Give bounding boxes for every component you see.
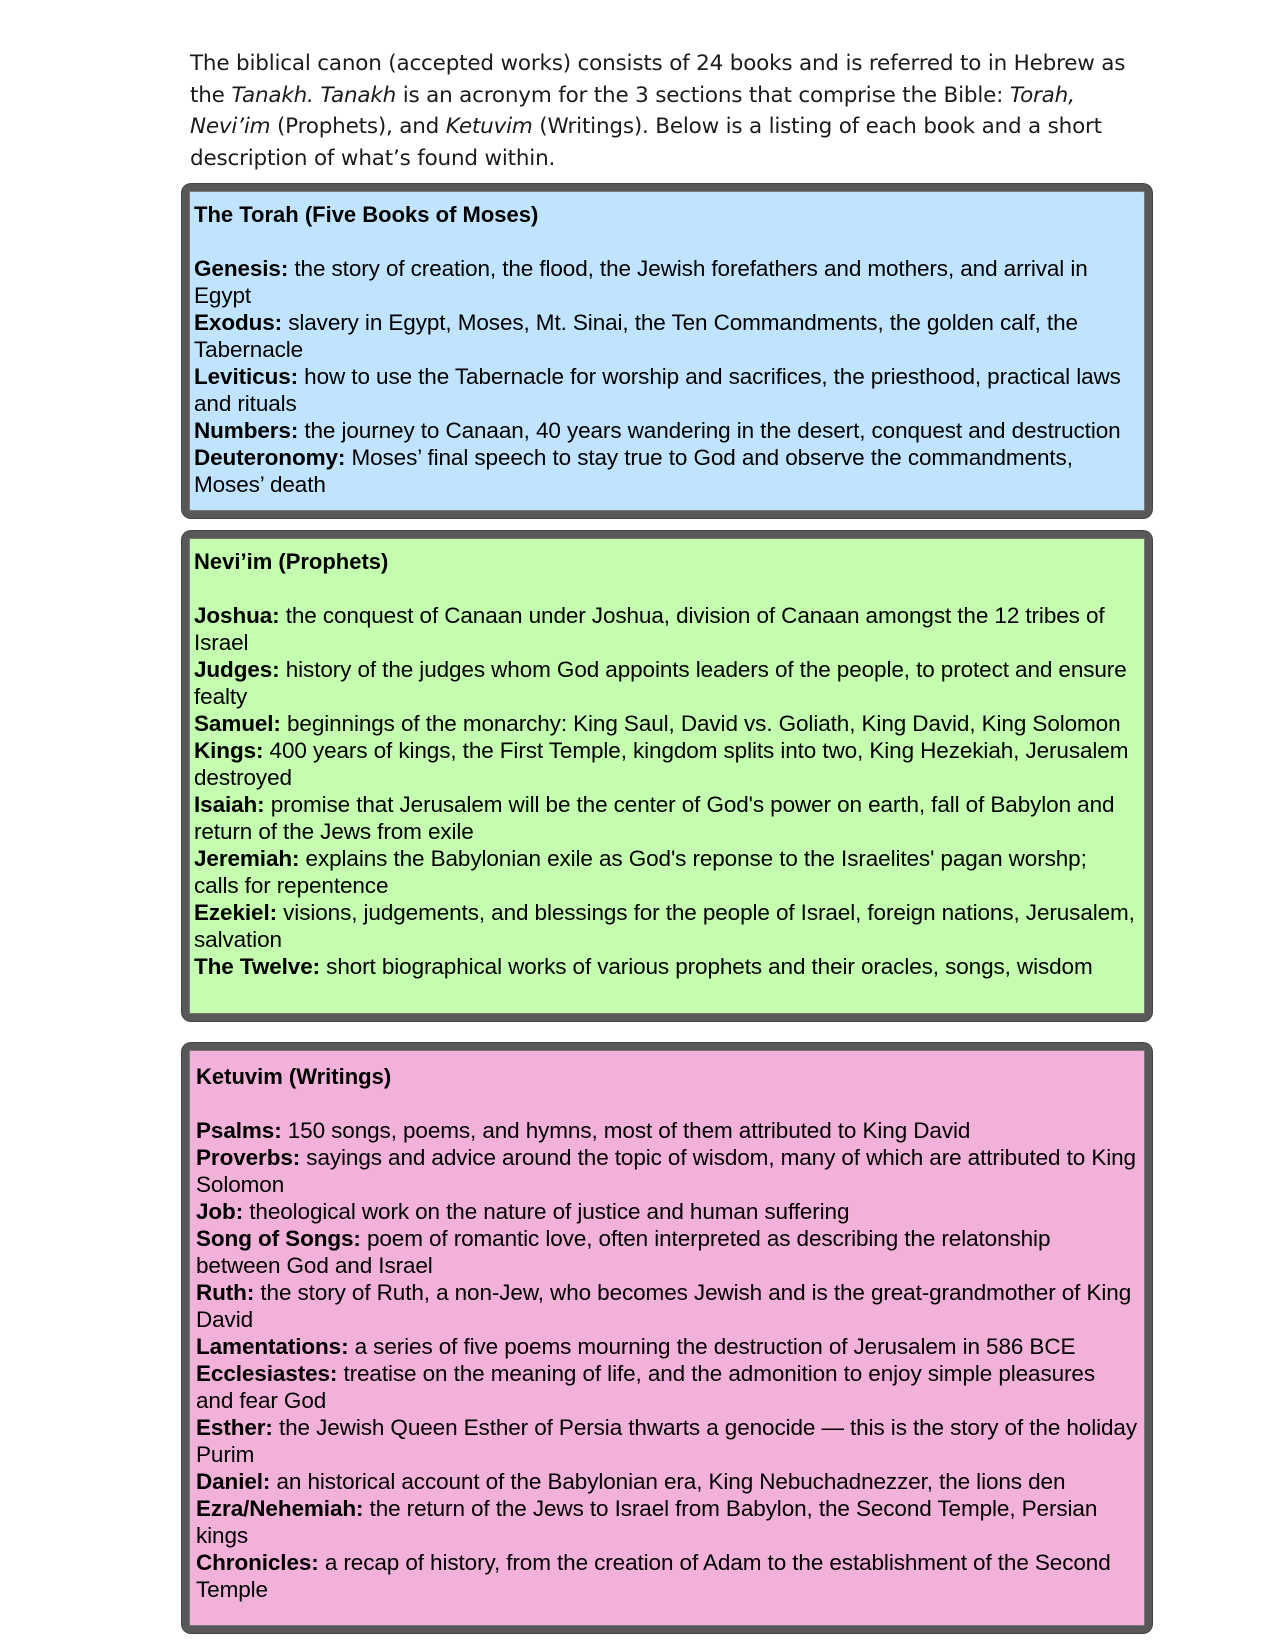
book-name: Psalms: — [196, 1118, 282, 1143]
book-name: Esther: — [196, 1415, 273, 1440]
book-name: Lamentations: — [196, 1334, 349, 1359]
book-description: treatise on the meaning of life, and the admonition to enjoy simple pleasures and fear God — [196, 1361, 1095, 1413]
section-title: The Torah (Five Books of Moses) — [194, 202, 539, 227]
book-entry — [196, 1198, 1137, 1225]
entry-list — [196, 1117, 1137, 1603]
book-entry — [194, 899, 1137, 953]
book-description: promise that Jerusalem will be the center of God's power on earth, fall of Babylon and return of the Jews from exile — [194, 792, 1115, 844]
book-name: Ezra/Nehemiah: — [196, 1496, 364, 1521]
intro-text-1: The biblical canon (accepted works) consists of 24 books and is referred to in Hebrew as the — [190, 51, 1126, 108]
book-name: Genesis: — [194, 256, 289, 281]
book-entry — [196, 1333, 1137, 1360]
book-name: Judges: — [194, 657, 280, 682]
book-name: Ezekiel: — [194, 900, 277, 925]
book-entry — [194, 602, 1137, 656]
book-description: a recap of history, from the creation of Adam to the establishment of the Second Temple — [196, 1550, 1111, 1602]
book-entry — [194, 737, 1137, 791]
book-description: poem of romantic love, often interpreted as describing the relatonship between God and Israel — [196, 1226, 1051, 1278]
book-entry — [194, 444, 1137, 498]
entry-list — [194, 602, 1137, 980]
book-name: The Twelve: — [194, 954, 321, 979]
book-name: Ruth: — [196, 1280, 255, 1305]
book-entry — [196, 1495, 1137, 1549]
book-entry — [196, 1117, 1137, 1144]
book-name: Ecclesiastes: — [196, 1361, 338, 1386]
book-name: Chronicles: — [196, 1550, 319, 1575]
book-entry — [196, 1360, 1137, 1414]
book-description: visions, judgements, and blessings for the people of Israel, foreign nations, Jerusalem, salvation — [194, 900, 1135, 952]
book-description: sayings and advice around the topic of wisdom, many of which are attributed to King Solomon — [196, 1145, 1136, 1197]
book-entry — [196, 1414, 1137, 1468]
book-name: Leviticus: — [194, 364, 299, 389]
book-description: theological work on the nature of justice and human suffering — [243, 1199, 850, 1224]
book-name: Numbers: — [194, 418, 299, 443]
intro-ketuvim: Ketuvim — [445, 114, 533, 139]
book-name: Song of Songs: — [196, 1226, 361, 1251]
book-description: the return of the Jews to Israel from Babylon, the Second Temple, Persian kings — [196, 1496, 1098, 1548]
intro-text-5: (Writings). Below is a listing of each book and a short description of what’s found within. — [190, 114, 1102, 171]
book-name: Joshua: — [194, 603, 280, 628]
book-description: the journey to Canaan, 40 years wandering in the desert, conquest and destruction — [298, 418, 1121, 443]
book-entry — [194, 255, 1137, 309]
book-description: the story of creation, the flood, the Jewish forefathers and mothers, and arrival in Egypt — [194, 256, 1088, 308]
book-description: Moses’ final speech to stay true to God and observe the commandments, Moses’ death — [194, 445, 1073, 497]
book-description: the Jewish Queen Esther of Persia thwarts a genocide — this is the story of the holiday Purim — [196, 1415, 1137, 1467]
book-name: Daniel: — [196, 1469, 271, 1494]
book-entry — [196, 1225, 1137, 1279]
book-description: 150 songs, poems, and hymns, most of them attributed to King David — [281, 1118, 971, 1143]
book-name: Deuteronomy: — [194, 445, 346, 470]
book-description: history of the judges whom God appoints leaders of the people, to protect and ensure fealty — [194, 657, 1127, 709]
book-entry — [194, 656, 1137, 710]
book-entry — [194, 363, 1137, 417]
book-entry — [194, 417, 1137, 444]
book-entry — [196, 1549, 1137, 1603]
book-name: Job: — [196, 1199, 244, 1224]
book-description: a series of five poems mourning the destruction of Jerusalem in 586 BCE — [348, 1334, 1076, 1359]
book-name: Exodus: — [194, 310, 283, 335]
book-name: Jeremiah: — [194, 846, 300, 871]
section-title: Nevi’im (Prophets) — [194, 549, 389, 574]
book-entry — [196, 1279, 1137, 1333]
section-title: Ketuvim (Writings) — [196, 1064, 392, 1089]
intro-torah-neviim: Torah, Nevi’im — [190, 82, 1075, 139]
book-description: explains the Babylonian exile as God's reponse to the Israelites' pagan worshp; calls for repentence — [194, 846, 1087, 898]
book-entry — [194, 953, 1137, 980]
book-description: an historical account of the Babylonian era, King Nebuchadnezzer, the lions den — [270, 1469, 1066, 1494]
book-description: the story of Ruth, a non-Jew, who becomes Jewish and is the great-grandmother of King David — [196, 1280, 1132, 1332]
book-entry — [194, 309, 1137, 363]
entry-list — [194, 255, 1137, 498]
book-description: slavery in Egypt, Moses, Mt. Sinai, the Ten Commandments, the golden calf, the Tabernacle — [194, 310, 1078, 362]
ketuvim-section — [182, 1043, 1152, 1633]
book-name: Proverbs: — [196, 1145, 301, 1170]
book-entry — [196, 1144, 1137, 1198]
book-description: 400 years of kings, the First Temple, kingdom splits into two, King Hezekiah, Jerusalem destroyed — [194, 738, 1129, 790]
book-entry — [194, 710, 1137, 737]
intro-text-3: is an acronym for the 3 sections that comprise the Bible: — [396, 82, 1010, 108]
intro-paragraph — [190, 48, 1150, 174]
book-name: Kings: — [194, 738, 264, 763]
book-entry — [194, 791, 1137, 845]
book-description: how to use the Tabernacle for worship and sacrifices, the priesthood, practical laws and rituals — [194, 364, 1121, 416]
neviim-section — [182, 531, 1152, 1021]
book-entry — [196, 1468, 1137, 1495]
book-description: the conquest of Canaan under Joshua, division of Canaan amongst the 12 tribes of Israel — [194, 603, 1105, 655]
torah-section — [182, 184, 1152, 518]
book-description: short biographical works of various prophets and their oracles, songs, wisdom — [320, 954, 1093, 979]
book-entry — [194, 845, 1137, 899]
intro-tanakh-2: Tanakh — [320, 82, 397, 108]
book-description: beginnings of the monarchy: King Saul, David vs. Goliath, King David, King Solomon — [280, 711, 1121, 736]
intro-text-4: (Prophets), and — [270, 114, 446, 139]
intro-tanakh-1: Tanakh. — [231, 82, 314, 108]
book-name: Isaiah: — [194, 792, 265, 817]
book-name: Samuel: — [194, 711, 281, 736]
